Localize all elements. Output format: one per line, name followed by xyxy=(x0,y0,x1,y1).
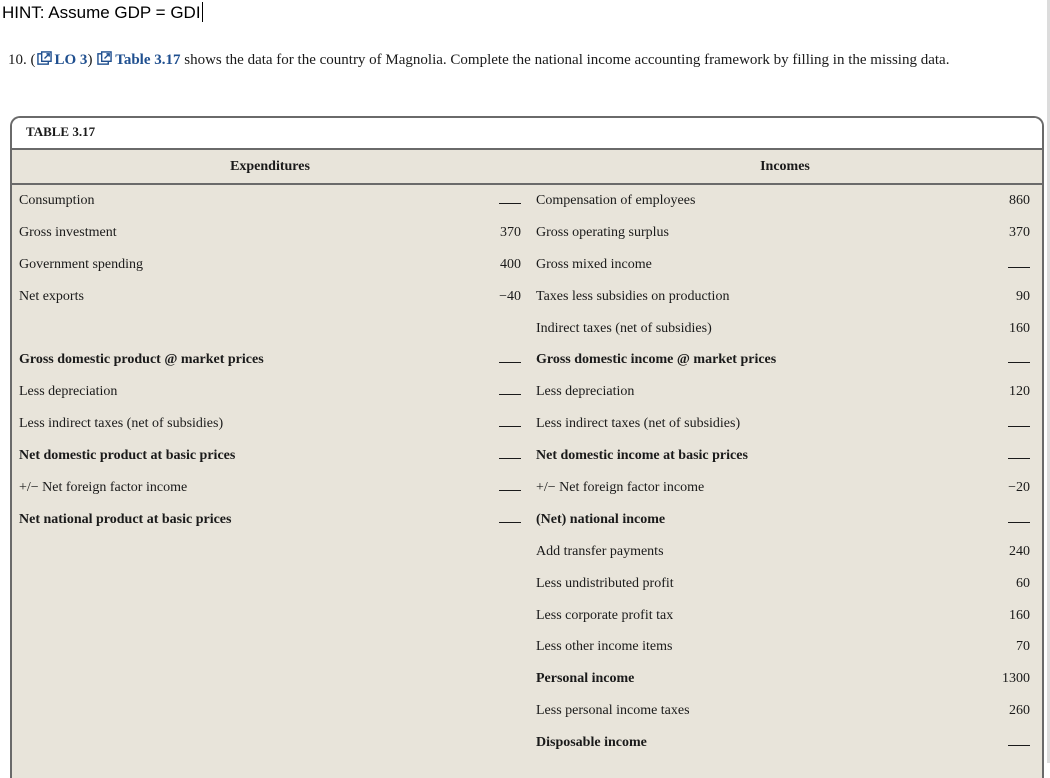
income-value-blank[interactable] xyxy=(986,257,1030,273)
income-value: 120 xyxy=(1009,384,1030,400)
table-title: TABLE 3.17 xyxy=(12,118,1042,150)
income-value: 90 xyxy=(1016,288,1030,304)
income-label: Less corporate profit tax xyxy=(536,607,674,623)
expenditure-value-blank[interactable] xyxy=(459,448,521,464)
lo-link[interactable]: LO 3 xyxy=(54,52,88,68)
income-label: Less indirect taxes (net of subsidies) xyxy=(536,416,741,432)
income-label: Gross domestic income @ market prices xyxy=(536,352,777,368)
question-body: shows the data for the country of Magnolia. Complete the national income accounting framework by filling in the missing data. xyxy=(180,52,950,68)
external-link-icon[interactable] xyxy=(97,51,112,66)
income-label: Compensation of employees xyxy=(536,192,696,208)
external-link-icon[interactable] xyxy=(37,51,52,66)
income-value: 260 xyxy=(1009,703,1030,719)
income-value-blank[interactable] xyxy=(986,512,1030,528)
answer-blank[interactable] xyxy=(499,384,521,395)
income-value: 160 xyxy=(1009,607,1030,623)
income-label: Taxes less subsidies on production xyxy=(536,288,730,304)
table-row xyxy=(12,600,1042,632)
expenditure-value: 400 xyxy=(500,256,521,272)
income-label: Less other income items xyxy=(536,639,673,655)
question-number: 10. ( xyxy=(8,52,36,68)
table-row xyxy=(12,344,1042,376)
expenditure-label: Net national product at basic prices xyxy=(19,511,232,527)
answer-blank[interactable] xyxy=(499,416,521,427)
table-row xyxy=(12,281,1042,313)
hint-text[interactable] xyxy=(2,2,203,24)
expenditure-value: −40 xyxy=(499,288,521,304)
table-row xyxy=(12,313,1042,345)
table-row xyxy=(12,695,1042,727)
income-label: (Net) national income xyxy=(536,511,666,527)
table-row xyxy=(12,249,1042,281)
income-label: Add transfer payments xyxy=(536,543,664,559)
expenditure-value: 370 xyxy=(500,224,521,240)
income-value: 1300 xyxy=(1002,671,1030,687)
income-label: Less personal income taxes xyxy=(536,703,690,719)
table-row xyxy=(12,440,1042,472)
table-3-17 xyxy=(10,116,1044,778)
income-value: 60 xyxy=(1016,575,1030,591)
table-row xyxy=(12,408,1042,440)
table-row xyxy=(12,185,1042,217)
income-label: Indirect taxes (net of subsidies) xyxy=(536,320,712,336)
income-value: −20 xyxy=(1008,479,1030,495)
answer-blank[interactable] xyxy=(1008,512,1030,523)
income-label: Less depreciation xyxy=(536,384,635,400)
expenditure-label: Gross domestic product @ market prices xyxy=(19,352,264,368)
income-label: Net domestic income at basic prices xyxy=(536,448,748,464)
income-value-blank[interactable] xyxy=(986,448,1030,464)
answer-blank[interactable] xyxy=(499,512,521,523)
income-value-blank[interactable] xyxy=(986,416,1030,432)
table-row xyxy=(12,631,1042,663)
expenditure-value-blank[interactable] xyxy=(459,352,521,368)
text-cursor xyxy=(202,2,203,22)
table-row xyxy=(12,376,1042,408)
answer-blank[interactable] xyxy=(1008,416,1030,427)
expenditure-label: Less depreciation xyxy=(19,384,118,400)
incomes-header: Incomes xyxy=(760,159,810,174)
table-row xyxy=(12,536,1042,568)
answer-blank[interactable] xyxy=(1008,257,1030,268)
question-text xyxy=(8,50,949,70)
table-row xyxy=(12,568,1042,600)
income-label: Personal income xyxy=(536,671,635,687)
answer-blank[interactable] xyxy=(1008,352,1030,363)
table-header-row xyxy=(12,150,1042,185)
income-label: Less undistributed profit xyxy=(536,575,674,591)
expenditure-label: Net exports xyxy=(19,288,84,304)
table-row xyxy=(12,504,1042,536)
answer-blank[interactable] xyxy=(499,352,521,363)
table-row xyxy=(12,472,1042,504)
income-label: Gross mixed income xyxy=(536,256,652,272)
table-row xyxy=(12,217,1042,249)
income-value-blank[interactable] xyxy=(986,735,1030,751)
answer-blank[interactable] xyxy=(499,448,521,459)
income-value: 70 xyxy=(1016,639,1030,655)
table-row xyxy=(12,727,1042,759)
income-value: 240 xyxy=(1009,543,1030,559)
income-label: Disposable income xyxy=(536,735,647,751)
table-link[interactable]: Table 3.17 xyxy=(115,52,181,68)
expenditure-value-blank[interactable] xyxy=(459,512,521,528)
income-value: 860 xyxy=(1009,192,1030,208)
expenditure-value-blank[interactable] xyxy=(459,193,521,209)
income-label: Gross operating surplus xyxy=(536,224,669,240)
close-paren: ) xyxy=(87,52,93,68)
expenditure-label: Consumption xyxy=(19,192,95,208)
expenditures-header: Expenditures xyxy=(230,159,310,174)
table-body xyxy=(12,185,1042,778)
expenditure-label: Less indirect taxes (net of subsidies) xyxy=(19,416,224,432)
income-label: +/− Net foreign factor income xyxy=(536,479,705,495)
hint-label: HINT: Assume GDP = GDI xyxy=(2,3,201,22)
answer-blank[interactable] xyxy=(499,193,521,204)
expenditure-value-blank[interactable] xyxy=(459,416,521,432)
expenditure-value-blank[interactable] xyxy=(459,384,521,400)
expenditure-label: Net domestic product at basic prices xyxy=(19,448,236,464)
answer-blank[interactable] xyxy=(1008,448,1030,459)
expenditure-label: Gross investment xyxy=(19,224,117,240)
income-value-blank[interactable] xyxy=(986,352,1030,368)
table-row xyxy=(12,663,1042,695)
income-value: 370 xyxy=(1009,224,1030,240)
answer-blank[interactable] xyxy=(1008,735,1030,746)
answer-blank[interactable] xyxy=(499,480,521,491)
expenditure-label: +/− Net foreign factor income xyxy=(19,479,188,495)
expenditure-value-blank[interactable] xyxy=(459,480,521,496)
income-value: 160 xyxy=(1009,320,1030,336)
expenditure-label: Government spending xyxy=(19,256,144,272)
